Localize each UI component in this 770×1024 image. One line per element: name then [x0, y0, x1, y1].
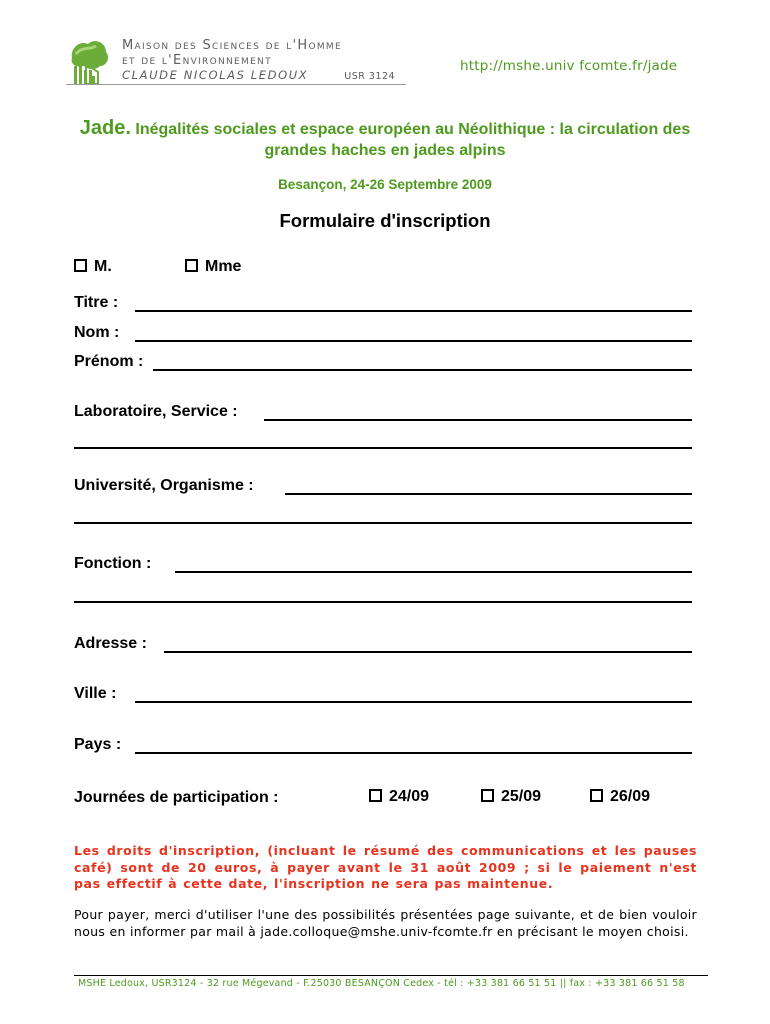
day-option-2409[interactable] [369, 788, 429, 806]
day-label-2409: 24/09 [389, 788, 430, 805]
day-label-2509: 25/09 [501, 788, 542, 805]
laboratoire-field-line2[interactable] [74, 447, 692, 449]
adresse-field[interactable] [164, 651, 692, 653]
checkbox-day-2609[interactable] [590, 789, 603, 802]
pays-field[interactable] [135, 752, 692, 754]
day-option-2609[interactable] [590, 788, 650, 806]
payment-instructions: Pour payer, merci d'utiliser l'une des possibilités présentées page suivante, et de bien vouloir nous en informer par mail à jade.colloque@mshe.univ-fcomte.fr en précisant le moyen choisi. [74, 907, 697, 939]
day-option-2509[interactable] [481, 788, 541, 806]
mshe-logo-icon [66, 36, 110, 88]
institution-line3: CLAUDE NICOLAS LEDOUX [122, 68, 309, 82]
form-heading: Formulaire d'inscription [279, 210, 491, 231]
footer-divider [74, 975, 708, 976]
checkbox-day-2409[interactable] [369, 789, 382, 802]
usr-code: USR 3124 [344, 71, 396, 82]
header-divider [66, 84, 406, 85]
adresse-label: Adresse : [74, 635, 147, 652]
nom-label: Nom : [74, 324, 120, 341]
event-title-lead: Jade. [79, 117, 131, 139]
nom-field[interactable] [135, 340, 692, 342]
checkbox-mme[interactable] [185, 259, 198, 272]
prenom-label: Prénom : [74, 353, 144, 370]
fonction-label: Fonction : [74, 555, 152, 572]
universite-field-line2[interactable] [74, 522, 692, 524]
registration-fee-notice: Les droits d'inscription, (incluant le résumé des communications et les pauses café) sont de 20 euros, à payer avant le 31 août 2009 ; si le paiement n'est pas effectif à cette date, l'inscription ne sera pas maintenue. [74, 843, 697, 891]
ville-label: Ville : [74, 685, 117, 702]
laboratoire-label: Laboratoire, Service : [74, 403, 238, 420]
event-url-link[interactable]: http://mshe.univ fcomte.fr/jade [460, 58, 678, 74]
footer-contact: MSHE Ledoux, USR3124 - 32 rue Mégevand - F.25030 BESANÇON Cedex - tél : +33 381 66 51 51 || fax : +33 381 66 51 58 [78, 978, 685, 989]
day-label-2609: 26/09 [610, 788, 651, 805]
civility-m-label: M. [94, 258, 112, 275]
event-date-place: Besançon, 24-26 Septembre 2009 [278, 177, 492, 192]
days-label: Journées de participation : [74, 789, 279, 806]
institution-line1: Maison des Sciences de l'Homme [122, 38, 342, 53]
checkbox-m[interactable] [74, 259, 87, 272]
prenom-field[interactable] [153, 369, 692, 371]
institution-line2: et de l'Environnement [122, 53, 272, 68]
civility-m[interactable] [74, 258, 112, 276]
laboratoire-field[interactable] [264, 419, 692, 421]
civility-mme[interactable] [185, 258, 241, 276]
pays-label: Pays : [74, 736, 122, 753]
fonction-field[interactable] [175, 571, 692, 573]
ville-field[interactable] [135, 701, 692, 703]
universite-label: Université, Organisme : [74, 477, 254, 494]
titre-field[interactable] [135, 310, 692, 312]
institution-name [122, 38, 395, 84]
civility-mme-label: Mme [205, 258, 242, 275]
checkbox-day-2509[interactable] [481, 789, 494, 802]
titre-label: Titre : [74, 294, 119, 311]
event-title-rest: Inégalités sociales et espace européen au Néolithique : la circulation des grandes haches en jades alpins [135, 121, 691, 159]
fonction-field-line2[interactable] [74, 601, 692, 603]
universite-field[interactable] [285, 493, 692, 495]
event-title [60, 118, 710, 161]
